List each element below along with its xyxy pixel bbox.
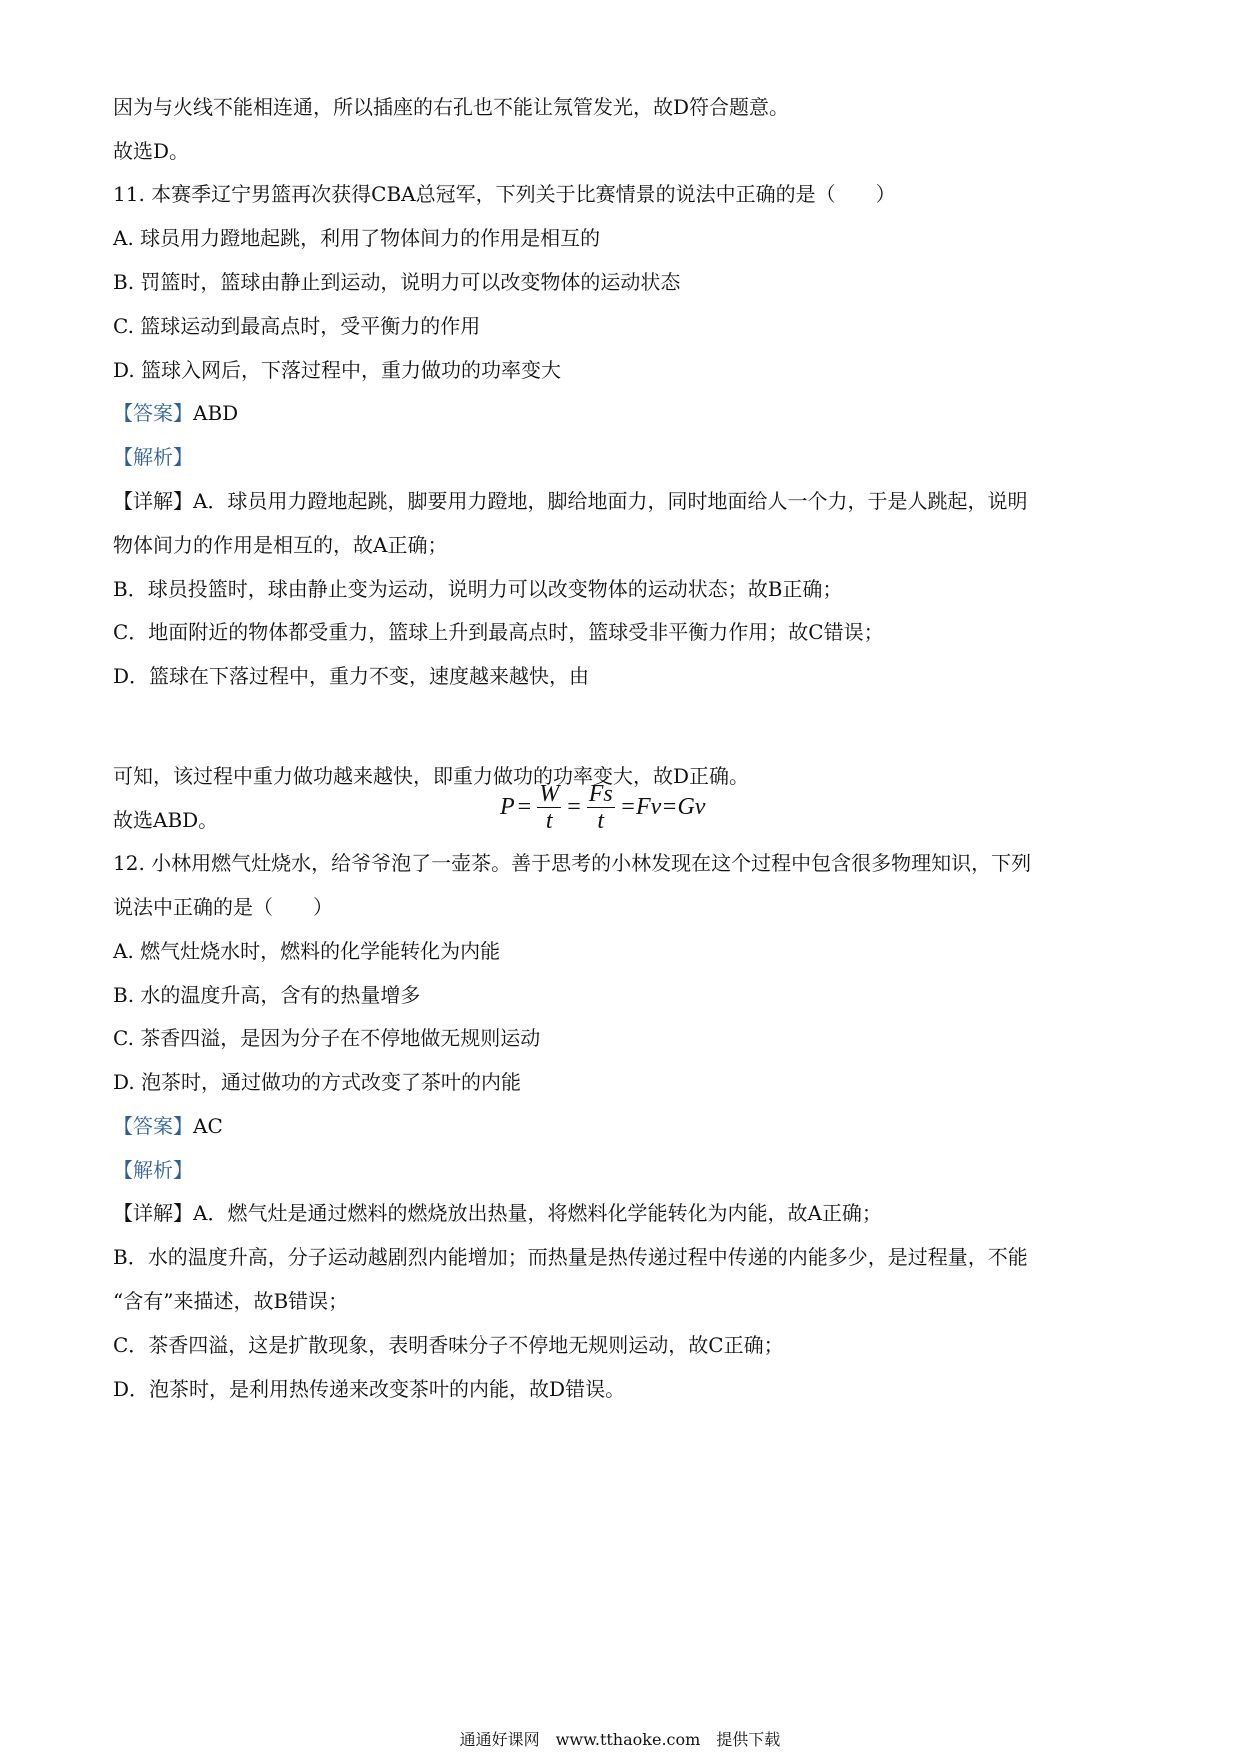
question-12-cont: 说法中正确的是（ ） <box>113 895 333 919</box>
detail-text: A．燃气灶是通过燃料的燃烧放出热量，将燃料化学能转化为内能，故A正确； <box>193 1201 882 1225</box>
detail-line: 可知，该过程中重力做功越来越快，即重力做功的功率变大，故D正确。 <box>113 764 750 788</box>
answer-tag: 【答案】 <box>113 401 193 425</box>
option-b: B. 水的温度升高，含有的热量增多 <box>113 983 421 1007</box>
option-d: D. 篮球入网后，下落过程中，重力做功的功率变大 <box>113 358 562 382</box>
option-c: C. 茶香四溢，是因为分子在不停地做无规则运动 <box>113 1026 541 1050</box>
detail-line: B．水的温度升高，分子运动越剧烈内能增加；而热量是热传递过程中传递的内能多少，是过程量，不能 <box>113 1245 1028 1269</box>
formula-t: t <box>545 807 553 834</box>
option-c: C. 篮球运动到最高点时，受平衡力的作用 <box>113 314 481 338</box>
answer-tag: 【答案】 <box>113 1114 193 1138</box>
formula-p: P <box>500 793 515 820</box>
option-a: A. 燃气灶烧水时，燃料的化学能转化为内能 <box>113 939 501 963</box>
text-line: 故选D。 <box>113 139 190 163</box>
detail-line: C．茶香四溢，这是扩散现象，表明香味分子不停地无规则运动，故C正确； <box>113 1333 784 1357</box>
formula-eq: = <box>567 793 581 820</box>
formula-rest: =Fv=Gv <box>619 793 706 820</box>
answer-line <box>113 1112 1120 1140</box>
detail-text: A．球员用力蹬地起跳，脚要用力蹬地，脚给地面力，同时地面给人一个力，于是人跳起，说明 <box>193 489 1028 513</box>
detail-line: C．地面附近的物体都受重力，篮球上升到最高点时，篮球受非平衡力作用；故C错误； <box>113 620 884 644</box>
detail-line: B．球员投篮时，球由静止变为运动，说明力可以改变物体的运动状态；故B正确； <box>113 577 843 601</box>
detail-line: D．泡茶时，是利用热传递来改变茶叶的内能，故D错误。 <box>113 1377 626 1401</box>
analysis-tag: 【解析】 <box>113 1158 193 1182</box>
question-12: 12. 小林用燃气灶烧水，给爷爷泡了一壶茶。善于思考的小林发现在这个过程中包含很多物理知识，下列 <box>113 851 1032 875</box>
detail-line: D．篮球在下落过程中，重力不变，速度越来越快，由 <box>113 664 590 688</box>
detail-line: “含有”来描述，故B错误； <box>113 1289 349 1313</box>
text-line: 因为与火线不能相连通，所以插座的右孔也不能让氖管发光，故D符合题意。 <box>113 95 790 119</box>
option-d: D. 泡茶时，通过做功的方式改变了茶叶的内能 <box>113 1070 522 1094</box>
answer-line <box>113 399 1120 427</box>
formula-t: t <box>597 807 605 834</box>
answer-value: ABD <box>193 401 239 425</box>
question-11: 11. 本赛季辽宁男篮再次获得CBA总冠军，下列关于比赛情景的说法中正确的是（ ） <box>113 182 896 206</box>
analysis-tag: 【解析】 <box>113 445 193 469</box>
detail-line <box>113 1199 1120 1227</box>
answer-value: AC <box>193 1114 223 1138</box>
option-b: B. 罚篮时，篮球由静止到运动，说明力可以改变物体的运动状态 <box>113 270 681 294</box>
page-footer: 通通好课网 www.tthaoke.com 提供下载 <box>459 1730 781 1749</box>
detail-tag: 【详解】 <box>113 489 193 513</box>
option-a: A. 球员用力蹬地起跳，利用了物体间力的作用是相互的 <box>113 226 601 250</box>
formula-eq: = <box>517 793 532 820</box>
detail-line: 故选ABD。 <box>113 808 219 832</box>
detail-line: 物体间力的作用是相互的，故A正确； <box>113 533 448 557</box>
detail-tag: 【详解】 <box>113 1201 193 1225</box>
formula-w: W <box>539 780 560 807</box>
detail-line <box>113 487 1120 515</box>
formula-fs: Fs <box>588 780 613 807</box>
